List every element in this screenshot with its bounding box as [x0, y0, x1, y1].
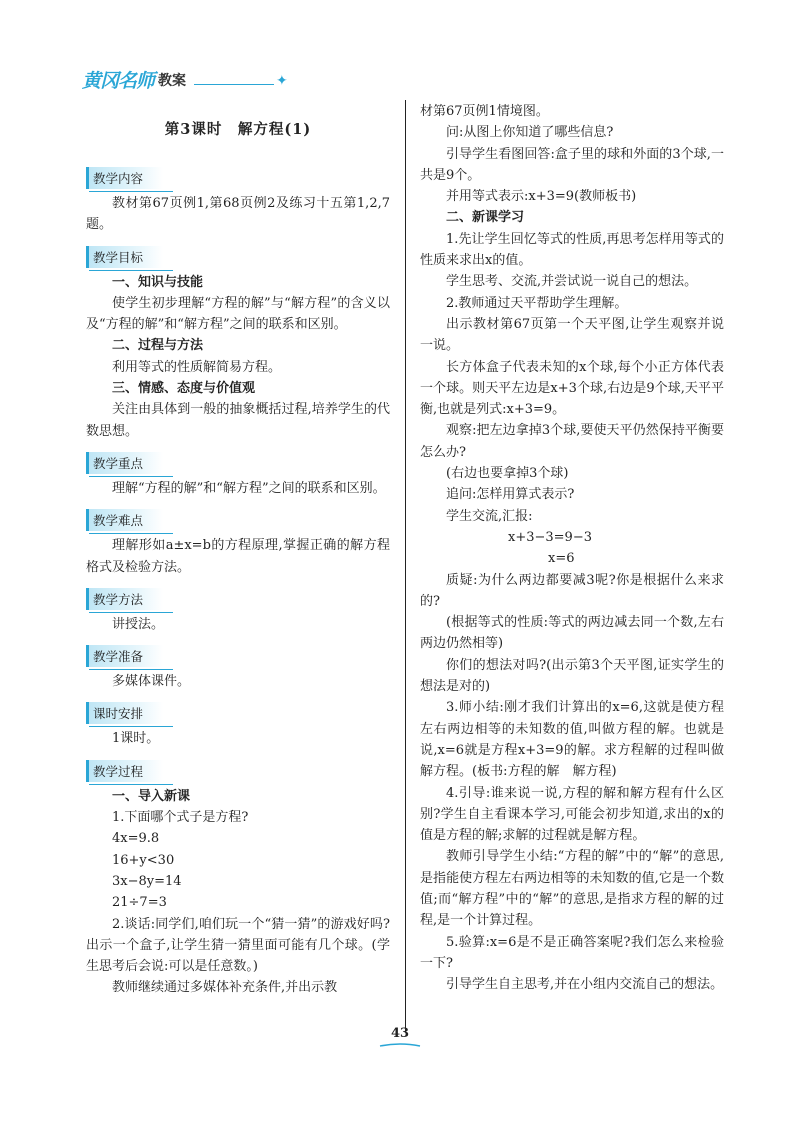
paragraph: 学生思考、交流,并尝试说一说自己的想法。	[446, 274, 698, 290]
paragraph: 追问:怎样用算式表示?	[446, 487, 575, 503]
section-heading-preparation: 教学准备	[86, 645, 163, 667]
paragraph: 学生交流,汇报:	[446, 508, 533, 524]
paragraph: 引导学生看图回答:盒子里的球和外面的3个球,一共是9个。	[420, 146, 724, 183]
paragraph: 长方体盒子代表未知的x个球,每个小正方体代表一个球。则天平左边是x+3个球,右边是9个球,天平平衡,也就是列式:x+3=9。	[420, 359, 724, 418]
paragraph: 关注由具体到一般的抽象概括过程,培养学生的代数思想。	[86, 402, 390, 439]
paragraph: 质疑:为什么两边都要减3呢?你是根据什么来求的?	[420, 572, 724, 609]
section-heading-process: 教学过程	[86, 760, 163, 782]
subheading: 一、导入新课	[112, 788, 191, 804]
subheading: 一、知识与技能	[112, 274, 204, 290]
left-column	[86, 118, 390, 999]
paragraph: 教材第67页例1,第68页例2及练习十五第1,2,7题。	[86, 196, 390, 233]
paragraph: 讲授法。	[112, 616, 165, 632]
question: 1.下面哪个式子是方程?	[112, 810, 249, 826]
section-heading-difficulties: 教学难点	[86, 509, 163, 531]
brand-header	[82, 66, 288, 93]
paragraph: 利用等式的性质解简易方程。	[112, 359, 282, 375]
equation: 16+y<30	[112, 852, 175, 868]
subheading: 二、过程与方法	[112, 338, 204, 354]
brand-rule	[194, 84, 274, 85]
paragraph: 4.引导:谁来说一说,方程的解和解方程有什么区别?学生自主看课本学习,可能会初步知道,求出的x的值是方程的解;求解的过程就是解方程。	[420, 785, 724, 844]
subheading: 二、新课学习	[446, 210, 525, 226]
paragraph: 观察:把左边拿掉3个球,要使天平仍然保持平衡要怎么办?	[420, 423, 724, 460]
paragraph: 材第67页例1情境图。	[420, 104, 549, 119]
section-heading-method: 教学方法	[86, 588, 163, 610]
section-heading-key-points: 教学重点	[86, 452, 163, 474]
page-number: 43	[390, 1026, 410, 1041]
paragraph: 理解形如a±x=b的方程原理,掌握正确的解方程格式及检验方法。	[86, 538, 390, 575]
paragraph: 1课时。	[112, 731, 160, 747]
paragraph: (根据等式的性质:等式的两边减去同一个数,左右两边仍然相等)	[420, 615, 724, 652]
paragraph: 5.验算:x=6是不是正确答案呢?我们怎么来检验一下?	[420, 934, 724, 971]
paragraph: 1.先让学生回忆等式的性质,再思考怎样用等式的性质来求出x的值。	[420, 231, 724, 269]
math-line: x+3−3=9−3	[508, 529, 592, 545]
paragraph: 教师继续通过多媒体补充条件,并出示教	[112, 980, 338, 996]
paragraph: 多媒体课件。	[112, 674, 191, 690]
brand-logo: 黄冈名师	[82, 70, 155, 92]
section-heading-goals: 教学目标	[86, 246, 163, 268]
right-column	[420, 101, 724, 995]
paragraph: (右边也要拿掉3个球)	[446, 466, 569, 482]
math-line: x=6	[548, 551, 575, 567]
section-heading-schedule: 课时安排	[86, 702, 163, 724]
page-ornament-icon	[378, 1043, 422, 1049]
paragraph: 你们的想法对吗?(出示第3个天平图,证实学生的想法是对的)	[420, 657, 724, 695]
paragraph: 2.谈话:同学们,咱们玩一个“猜一猜”的游戏好吗?出示一个盒子,让学生猜一猜里面可能有几个球。(学生思考后会说:可以是任意数。)	[86, 916, 390, 975]
column-divider	[405, 100, 406, 1032]
paragraph: 2.教师通过天平帮助学生理解。	[446, 295, 628, 311]
paragraph: 问:从图上你知道了哪些信息?	[446, 125, 614, 141]
equation: 3x−8y=14	[112, 873, 182, 889]
section-heading-content: 教学内容	[86, 167, 163, 189]
brand-subtitle: 教案	[158, 72, 187, 89]
paragraph: 理解“方程的解”和“解方程”之间的联系和区别。	[112, 480, 386, 496]
equation: 4x=9.8	[112, 831, 160, 847]
paragraph: 并用等式表示:x+3=9(教师板书)	[446, 189, 637, 205]
paragraph: 引导学生自主思考,并在小组内交流自己的想法。	[446, 977, 724, 993]
paragraph: 3.师小结:刚才我们计算出的x=6,这就是使方程左右两边相等的未知数的值,叫做方程的解。也就是说,x=6就是方程x+3=9的解。求方程解的过程叫做解方程。(板书:方程的解 解方程)	[420, 700, 724, 780]
paragraph: 教师引导学生小结:“方程的解”中的“解”的意思,是指能使方程左右两边相等的未知数的值,它是一个数值;而“解方程”中的“解”的意思,是指求方程的解的过程,是一个计算过程。	[420, 849, 724, 929]
subheading: 三、情感、态度与价值观	[112, 381, 256, 397]
sparkle-icon: ✦	[276, 72, 288, 89]
lesson-title: 第3课时 解方程(1)	[164, 121, 312, 138]
paragraph: 出示教材第67页第一个天平图,让学生观察并说一说。	[420, 316, 724, 354]
equation: 21÷7=3	[112, 895, 167, 911]
paragraph: 使学生初步理解“方程的解”与“解方程”的含义以及“方程的解”和“解方程”之间的联系和区别。	[86, 295, 390, 333]
